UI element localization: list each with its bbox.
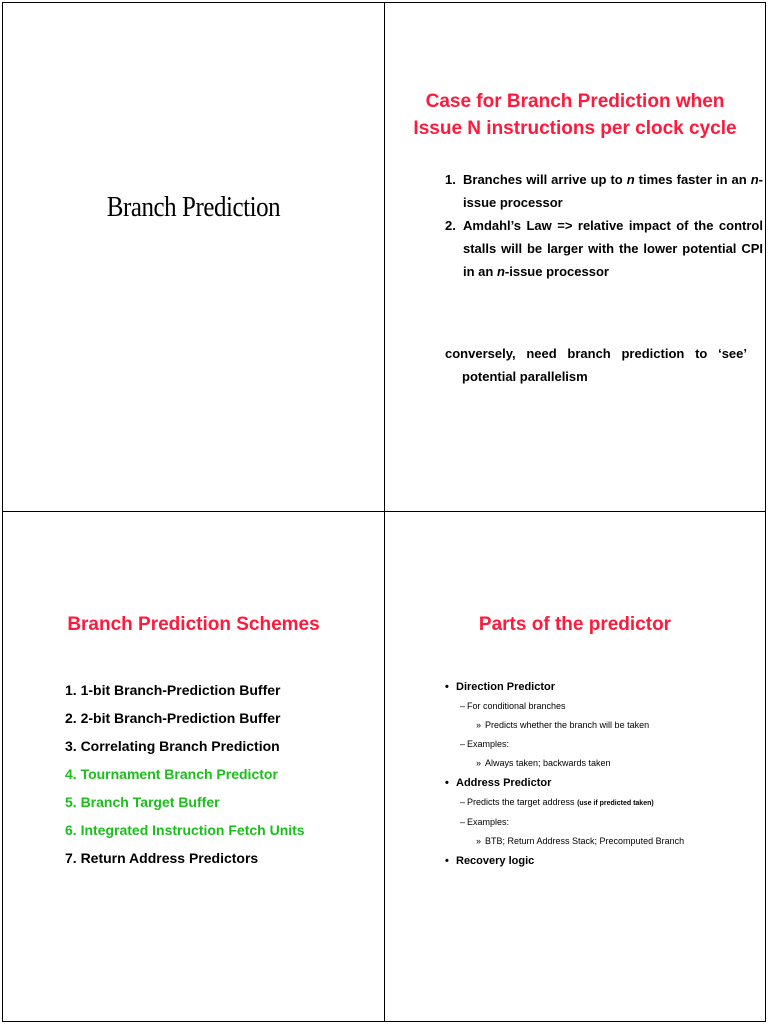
slide-title-page xyxy=(3,3,384,511)
bullet-icon: • xyxy=(445,681,449,693)
outline-detail: » Predicts whether the branch will be taken xyxy=(476,720,650,730)
list-item: 1. Branches will arrive up to n times faster in an n-issue processor xyxy=(445,172,764,210)
slide-branch-prediction-schemes xyxy=(3,512,384,1021)
slide-2-title-line-2: Issue N instructions per clock cycle xyxy=(413,118,737,139)
outline-item-address: • Address Predictor xyxy=(443,773,763,793)
outline-detail: » BTB; Return Address Stack; Precomputed Branch xyxy=(476,836,685,846)
outline-subitem: – Examples: xyxy=(460,739,510,749)
predictor-outline xyxy=(443,677,763,871)
slide-4-title: Parts of the predictor xyxy=(478,614,672,635)
outline-subitem: – Examples: xyxy=(460,817,510,827)
schemes-list xyxy=(65,676,305,872)
slide-2-title-line-1: Case for Branch Prediction when xyxy=(425,91,725,112)
slide-2-conclusion: conversely, need branch prediction to ‘see’ potential parallelism xyxy=(445,346,747,384)
slide-case-for-branch-prediction xyxy=(385,3,765,511)
list-item: 1. 1-bit Branch-Prediction Buffer xyxy=(65,682,281,698)
bullet-icon: • xyxy=(445,777,449,789)
list-item: 2. Amdahl’s Law => relative impact of the control stalls will be larger with the lower potential CPI in an n-issue processor xyxy=(445,218,763,279)
slide-2-title xyxy=(385,88,765,142)
outline-detail: » Always taken; backwards taken xyxy=(476,758,611,768)
list-item: 7. Return Address Predictors xyxy=(65,850,259,866)
list-item-highlighted: 5. Branch Target Buffer xyxy=(65,794,220,810)
list-item: 2. 2-bit Branch-Prediction Buffer xyxy=(65,710,281,726)
list-item-highlighted: 4. Tournament Branch Predictor xyxy=(65,766,278,782)
slide-2-list xyxy=(445,168,765,283)
slide-1-title: Branch Prediction xyxy=(106,191,281,223)
outline-subitem: – Predicts the target address (use if predicted taken) xyxy=(460,797,654,807)
list-item-highlighted: 6. Integrated Instruction Fetch Units xyxy=(65,822,305,838)
outline-item-direction: • Direction Predictor xyxy=(443,677,763,697)
bullet-icon: • xyxy=(445,855,449,867)
outline-item-recovery: • Recovery logic xyxy=(443,851,763,871)
outline-subitem: – For conditional branches xyxy=(460,701,566,711)
page-border-right xyxy=(765,2,766,1022)
slide-parts-of-the-predictor xyxy=(385,512,765,1021)
list-item: 3. Correlating Branch Prediction xyxy=(65,738,280,754)
slide-3-title: Branch Prediction Schemes xyxy=(67,614,320,635)
